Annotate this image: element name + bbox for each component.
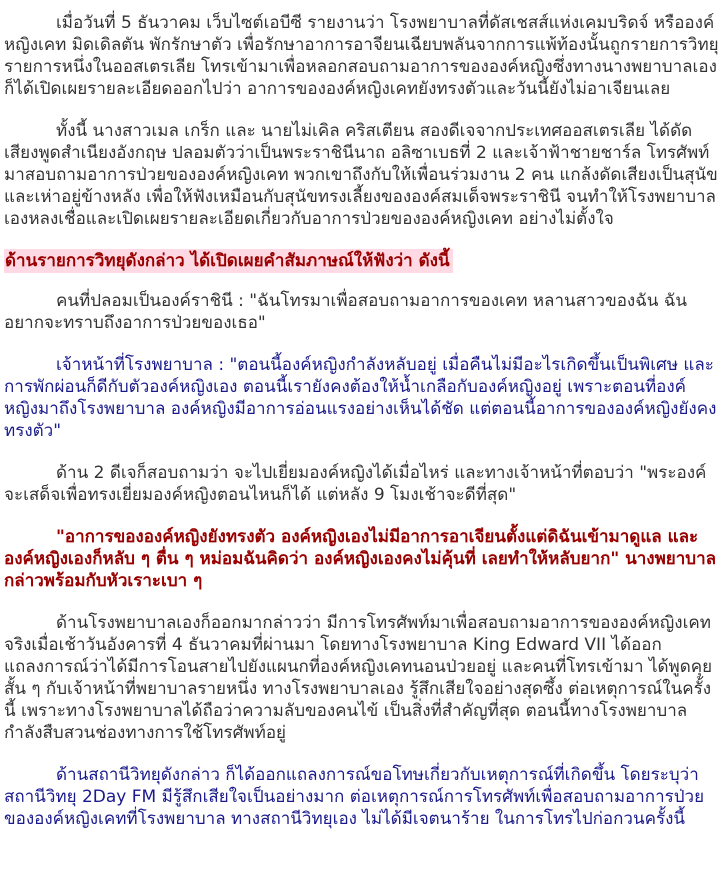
paragraph-dj-prank: ทั้งนี้ นางสาวเมล เกร็ก และ นายไม่เคิล คริสเตียน สองดีเจจากประเทศออสเตรเลีย ได้ดัดเสียงพูดสำเนียงอังกฤษ ปลอมตัวว่าเป็นพระราชินีนาถ อลิซาเบธที่ 2 และเจ้าฟ้าชายชาร์ล โทรศัพท์มาสอบถามอาการป่วยขององค์หญิงเคท พวกเขาถึงกับให้เพื่อนร่วมงาน 2 คน แกล้งดัดเสียงเป็นสุนัขและเห่าอยู่ข้างหลัง เพื่อให้ฟังเหมือนกับสุนัขทรงเลี้ยงขององค์สมเด็จพระราชินี จนทำให้โรงพยาบาลเองหลงเชื่อและเปิดเผยรายละเอียดเกี่ยวกับอาการป่วยขององค์หญิงเคท อย่างไม่ตั้งใจ <box>4 121 718 229</box>
paragraph-intro: เมื่อวันที่ 5 ธันวาคม เว็บไซต์เอบีซี รายงานว่า โรงพยาบาลที่ดัสเชสส์แห่งเคมบริดจ์ หรือองค์หญิงเคท มิดเดิลตัน พักรักษาตัว เพื่อรักษาอาการอาจียนเฉียบพลันจากการแพ้ท้องนั้นถูกรายการวิทยุรายการหนึ่งในออสเตรเลีย โทรเข้ามาเพื่อหลอกสอบถามอาการขององค์หญิงซึ่งทางนางพยาบาลเอง ก็ได้เปิดเผยรายละเอียดออกไปว่า อาการขององค์หญิงเคทยังทรงตัวและวันนี้ยังไม่อาเจียนเลย <box>4 13 719 99</box>
highlighted-text: ด้านรายการวิทยุดังกล่าว ได้เปิดเผยคำสัมภาษณ์ให้ฟังว่า ดังนี้ <box>4 249 453 273</box>
paragraph-fake-queen-quote: คนที่ปลอมเป็นองค์ราชินี : "ฉันโทรมาเพื่อสอบถามอาการของเคท หลานสาวของฉัน ฉันอยากจะทราบถึงอาการป่วยของเธอ" <box>4 291 688 333</box>
paragraph-interview-heading <box>4 250 720 272</box>
paragraph-nurse-quote: "อาการขององค์หญิงยังทรงตัว องค์หญิงเองไม่มีอาการอาเจียนตั้งแต่ดิฉันเข้ามาดูแล และองค์หญิงเองก็หลับ ๆ ตื่น ๆ หม่อมฉันคิดว่า องค์หญิงเองคงไม่คุ้นที่ เลยทำให้หลับยาก" นางพยาบาลกล่าวพร้อมกับหัวเราะเบา ๆ <box>4 527 717 591</box>
paragraph-radio-apology: ด้านสถานีวิทยุดังกล่าว ก็ได้ออกแถลงการณ์ขอโทษเกี่ยวกับเหตุการณ์ที่เกิดขึ้น โดยระบุว่าสถานีวิทยุ 2Day FM มีรู้สึกเสียใจเป็นอย่างมาก ต่อเหตุการณ์การโทรศัพท์เพื่อสอบถามอาการป่วยขององค์หญิงเคทที่โรงพยาบาล ทางสถานีวิทยุเอง ไม่ได้มีเจตนาร้าย ในการโทรไปก่อกวนครั้งนี้ <box>4 765 705 829</box>
paragraph-hospital-statement: ด้านโรงพยาบาลเองก็ออกมากล่าวว่า มีการโทรศัพท์มาเพื่อสอบถามอาการขององค์หญิงเคทจริงเมื่อเช้าวันอังคารที่ 4 ธันวาคมที่ผ่านมา โดยทางโรงพยาบาล King Edward VII ได้ออกแถลงการณ์ว่าได้มีการโอนสายไปยังแผนกที่องค์หญิงเคทนอนป่วยอยู่ และคนที่โทรเข้ามา ได้พูดคุยสั้น ๆ กับเจ้าหน้าที่พยาบาลรายหนึ่ง ทางโรงพยาบาลเอง รู้สึกเสียใจอย่างสุดซึ้ง ต่อเหตุการณ์ในครั้งนี้ เพราะทางโรงพยาบาลได้ถือว่าความลับของคนไข้ เป็นสิ่งที่สำคัญที่สุด ตอนนี้ทางโรงพยาบาลกำลังสืบสวนช่องทางการใช้โทรศัพท์อยู่ <box>4 613 713 743</box>
paragraph-dj-question: ด้าน 2 ดีเจก็สอบถามว่า จะไปเยี่ยมองค์หญิงได้เมื่อไหร่ และทางเจ้าหน้าที่ตอบว่า "พระองค์จะเสด็จเพื่อทรงเยี่ยมองค์หญิงตอนไหนก็ได้ แต่หลัง 9 โมงเช้าจะดีที่สุด" <box>4 463 707 505</box>
paragraph-hospital-staff-quote: เจ้าหน้าที่โรงพยาบาล : "ตอนนี้องค์หญิงกำลังหลับอยู่ เมื่อคืนไม่มีอะไรเกิดขึ้นเป็นพิเศษ และการพักผ่อนก็ดีกับตัวองค์หญิงเอง ตอนนี้เรายังคงต้องให้น้ำเกลือกับองค์หญิงอยู่ เพราะตอนที่องค์หญิงมาถึงโรงพยาบาล องค์หญิงมีอาการอ่อนแรงอย่างเห็นได้ชัด แต่ตอนนี้อาการขององค์หญิงยังคงทรงตัว" <box>4 355 717 441</box>
